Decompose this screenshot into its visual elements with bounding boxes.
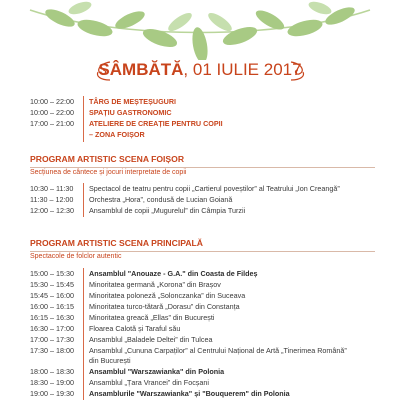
time: 17:30 – 18:00 bbox=[30, 346, 74, 355]
event: Minoritatea greacă „Ellas” din București bbox=[89, 313, 215, 322]
time: 18:30 – 19:00 bbox=[30, 378, 74, 387]
section-subtitle: Spectacole de folclor autentic bbox=[30, 253, 122, 260]
event: Minoritatea turco-tătară „Dorasu” din Constanța bbox=[89, 302, 240, 311]
event: din București bbox=[89, 356, 131, 365]
divider bbox=[83, 183, 84, 217]
time: 16:00 – 16:15 bbox=[30, 302, 74, 311]
event: Minoritatea germană „Korona” din Brașov bbox=[89, 280, 221, 289]
divider bbox=[30, 167, 375, 168]
event: Floarea Calotă și Taraful său bbox=[89, 324, 181, 333]
time: 18:00 – 18:30 bbox=[30, 367, 74, 376]
time: 10:00 – 22:00 bbox=[30, 108, 74, 117]
event: Ansamblurile "Warszawianka" și "Bouquerem" din Polonia bbox=[89, 389, 290, 398]
event: Ansamblul "Warszawianka" din Polonia bbox=[89, 367, 225, 376]
event: TÂRG DE MEȘTEȘUGURI bbox=[89, 97, 177, 106]
event: ATELIERE DE CREAȚIE PENTRU COPII bbox=[89, 119, 223, 128]
time: 12:00 – 12:30 bbox=[30, 206, 74, 215]
time: 11:30 – 12:00 bbox=[30, 195, 74, 204]
date-label: , 01 IULIE 2017 bbox=[183, 60, 302, 79]
event: Ansamblul „Cununa Carpaților” al Centrului Național de Artă „Tinerimea Română” bbox=[89, 346, 347, 355]
section-subtitle: Secțiunea de cântece și jocuri interpretate de copii bbox=[30, 169, 187, 176]
time: 19:00 – 19:30 bbox=[30, 389, 74, 398]
event: Spectacol de teatru pentru copii „Cartierul poveștilor” al Teatrului „Ion Creangă” bbox=[89, 184, 340, 193]
event: – ZONA FOIȘOR bbox=[89, 130, 145, 139]
divider bbox=[83, 268, 84, 400]
time: 17:00 – 21:00 bbox=[30, 119, 74, 128]
section-title: PROGRAM ARTISTIC SCENA FOIȘOR bbox=[30, 154, 185, 164]
event: Ansamblul de copii „Mugurelul” din Câmpia Turzii bbox=[89, 206, 246, 215]
time: 17:00 – 17:30 bbox=[30, 335, 74, 344]
event: Minoritatea poloneză „Solonczanka” din Suceava bbox=[89, 291, 246, 300]
divider bbox=[30, 251, 375, 252]
divider bbox=[83, 96, 84, 142]
event: Ansamblul „Țara Vrancei” din Focșani bbox=[89, 378, 209, 387]
event: SPAȚIU GASTRONOMIC bbox=[89, 108, 172, 117]
day-label: SÂMBĂTĂ bbox=[98, 60, 184, 79]
event: Ansamblul „Baladele Deltei” din Tulcea bbox=[89, 335, 213, 344]
event: Ansamblul "Anouaze - G.A." din Coasta de Fildeș bbox=[89, 269, 258, 278]
time: 16:30 – 17:00 bbox=[30, 324, 74, 333]
section-title: PROGRAM ARTISTIC SCENA PRINCIPALĂ bbox=[30, 238, 203, 248]
time: 15:30 – 15:45 bbox=[30, 280, 74, 289]
time: 15:45 – 16:00 bbox=[30, 291, 74, 300]
time: 15:00 – 15:30 bbox=[30, 269, 74, 278]
event: Orchestra „Hora”, condusă de Lucian Goiană bbox=[89, 195, 233, 204]
time: 10:00 – 22:00 bbox=[30, 97, 74, 106]
date-heading bbox=[0, 60, 400, 80]
swirl-ornament-icon bbox=[287, 58, 309, 84]
time: 16:15 – 16:30 bbox=[30, 313, 74, 322]
olive-branch-icon bbox=[0, 0, 400, 60]
time: 10:30 – 11:30 bbox=[30, 184, 74, 193]
